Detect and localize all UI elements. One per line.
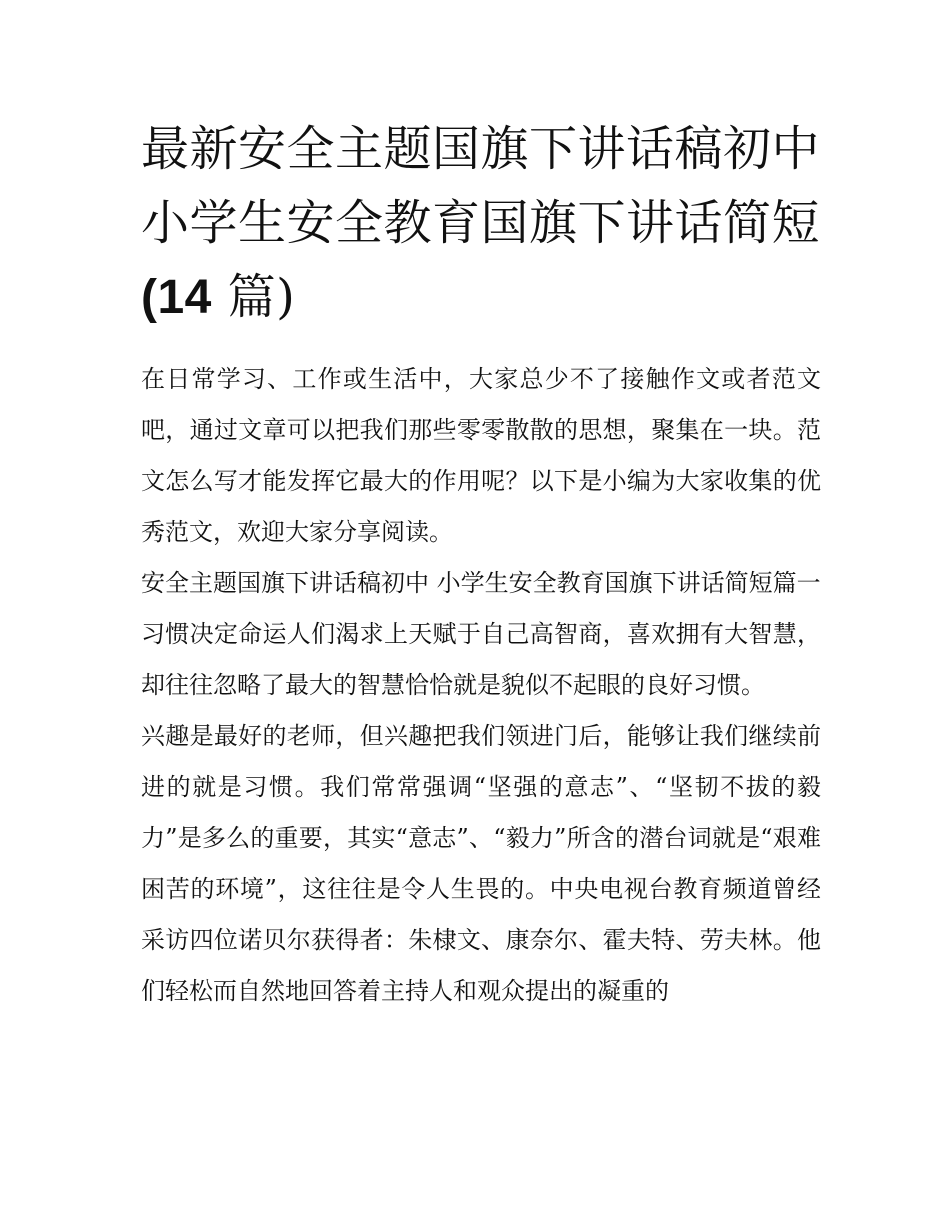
document-title	[141, 112, 821, 335]
body-paragraph: 习惯决定命运人们渴求上天赋于自己高智商，喜欢拥有大智慧，却往往忽略了最大的智慧恰恰就是貌似不起眼的良好习惯。	[141, 620, 821, 699]
title-suffix: 篇)	[227, 269, 296, 325]
intro-paragraph: 在日常学习、工作或生活中，大家总少不了接触作文或者范文吧，通过文章可以把我们那些零零散散的思想，聚集在一块。范文怎么写才能发挥它最大的作用呢？以下是小编为大家收集的优秀范文，欢迎大家分享阅读。	[141, 365, 821, 546]
title-text: 最新安全主题国旗下讲话稿初中 小学生安全教育国旗下讲话简短	[141, 121, 821, 251]
document-body	[141, 354, 821, 1017]
title-count: (14	[141, 271, 212, 324]
body-paragraph: 兴趣是最好的老师，但兴趣把我们领进门后，能够让我们继续前进的就是习惯。我们常常强调“坚强的意志”、“坚韧不拔的毅力”是多么的重要，其实“意志”、“毅力”所含的潜台词就是“艰难困苦的环境”，这往往是令人生畏的。中央电视台教育频道曾经采访四位诺贝尔获得者：朱棣文、康奈尔、霍夫特、劳夫林。他们轻松而自然地回答着主持人和观众提出的凝重的	[141, 722, 821, 1005]
section-heading: 安全主题国旗下讲话稿初中 小学生安全教育国旗下讲话简短篇一	[141, 569, 821, 597]
